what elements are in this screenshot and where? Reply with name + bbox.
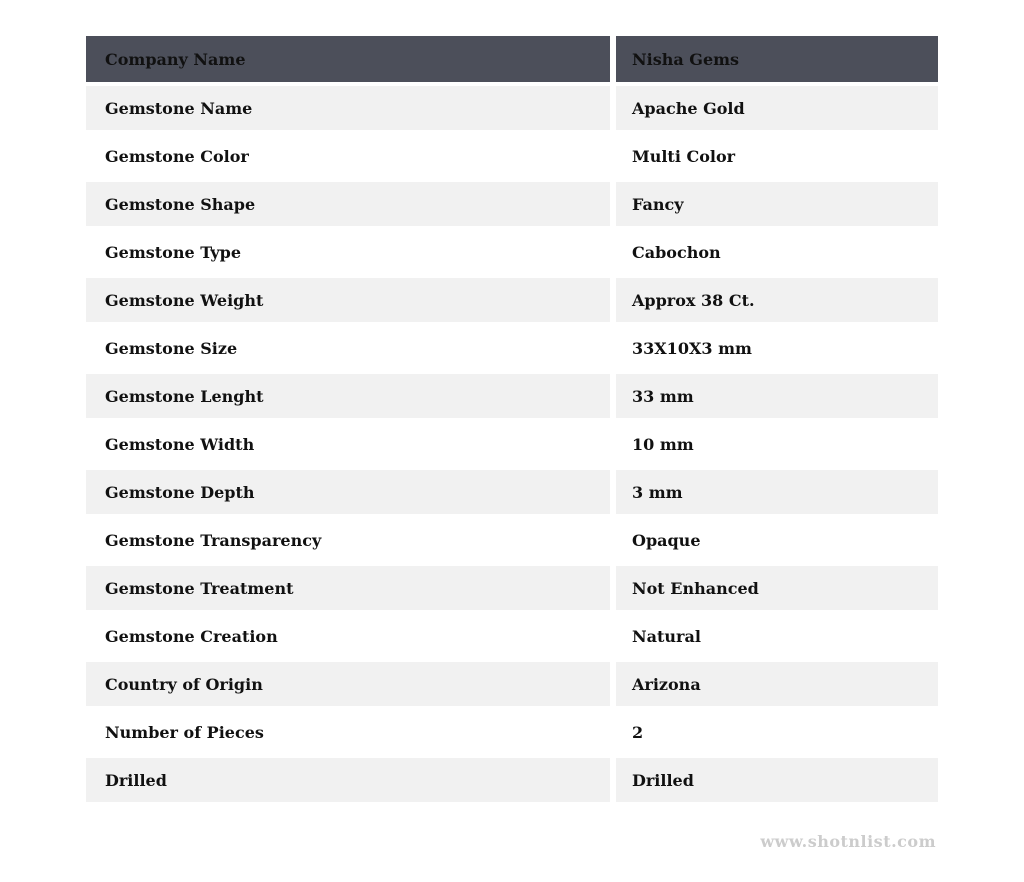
row-value-gemstone-transparency: Opaque [616, 518, 938, 562]
row-value-gemstone-shape: Fancy [616, 182, 938, 226]
row-value-drilled: Drilled [616, 758, 938, 802]
row-value-gemstone-creation: Natural [616, 614, 938, 658]
watermark-text: www.shotnlist.com [760, 832, 936, 851]
gemstone-spec-table [86, 36, 938, 802]
row-value-gemstone-color: Multi Color [616, 134, 938, 178]
row-label-gemstone-weight: Gemstone Weight [86, 278, 610, 322]
row-label-gemstone-transparency: Gemstone Transparency [86, 518, 610, 562]
row-label-gemstone-color: Gemstone Color [86, 134, 610, 178]
header-company-name-cell: Company Name [86, 36, 610, 82]
row-label-gemstone-type: Gemstone Type [86, 230, 610, 274]
header-company-value-cell: Nisha Gems [616, 36, 938, 82]
row-value-gemstone-type: Cabochon [616, 230, 938, 274]
row-label-gemstone-name: Gemstone Name [86, 86, 610, 130]
row-value-gemstone-treatment: Not Enhanced [616, 566, 938, 610]
row-value-gemstone-name: Apache Gold [616, 86, 938, 130]
row-label-country-of-origin: Country of Origin [86, 662, 610, 706]
row-value-gemstone-lenght: 33 mm [616, 374, 938, 418]
row-label-number-of-pieces: Number of Pieces [86, 710, 610, 754]
row-label-gemstone-width: Gemstone Width [86, 422, 610, 466]
row-value-gemstone-width: 10 mm [616, 422, 938, 466]
row-label-gemstone-depth: Gemstone Depth [86, 470, 610, 514]
row-value-gemstone-depth: 3 mm [616, 470, 938, 514]
row-value-number-of-pieces: 2 [616, 710, 938, 754]
row-value-country-of-origin: Arizona [616, 662, 938, 706]
row-label-gemstone-treatment: Gemstone Treatment [86, 566, 610, 610]
row-value-gemstone-size: 33X10X3 mm [616, 326, 938, 370]
row-label-gemstone-creation: Gemstone Creation [86, 614, 610, 658]
row-value-gemstone-weight: Approx 38 Ct. [616, 278, 938, 322]
row-label-gemstone-lenght: Gemstone Lenght [86, 374, 610, 418]
row-label-drilled: Drilled [86, 758, 610, 802]
row-label-gemstone-size: Gemstone Size [86, 326, 610, 370]
row-label-gemstone-shape: Gemstone Shape [86, 182, 610, 226]
